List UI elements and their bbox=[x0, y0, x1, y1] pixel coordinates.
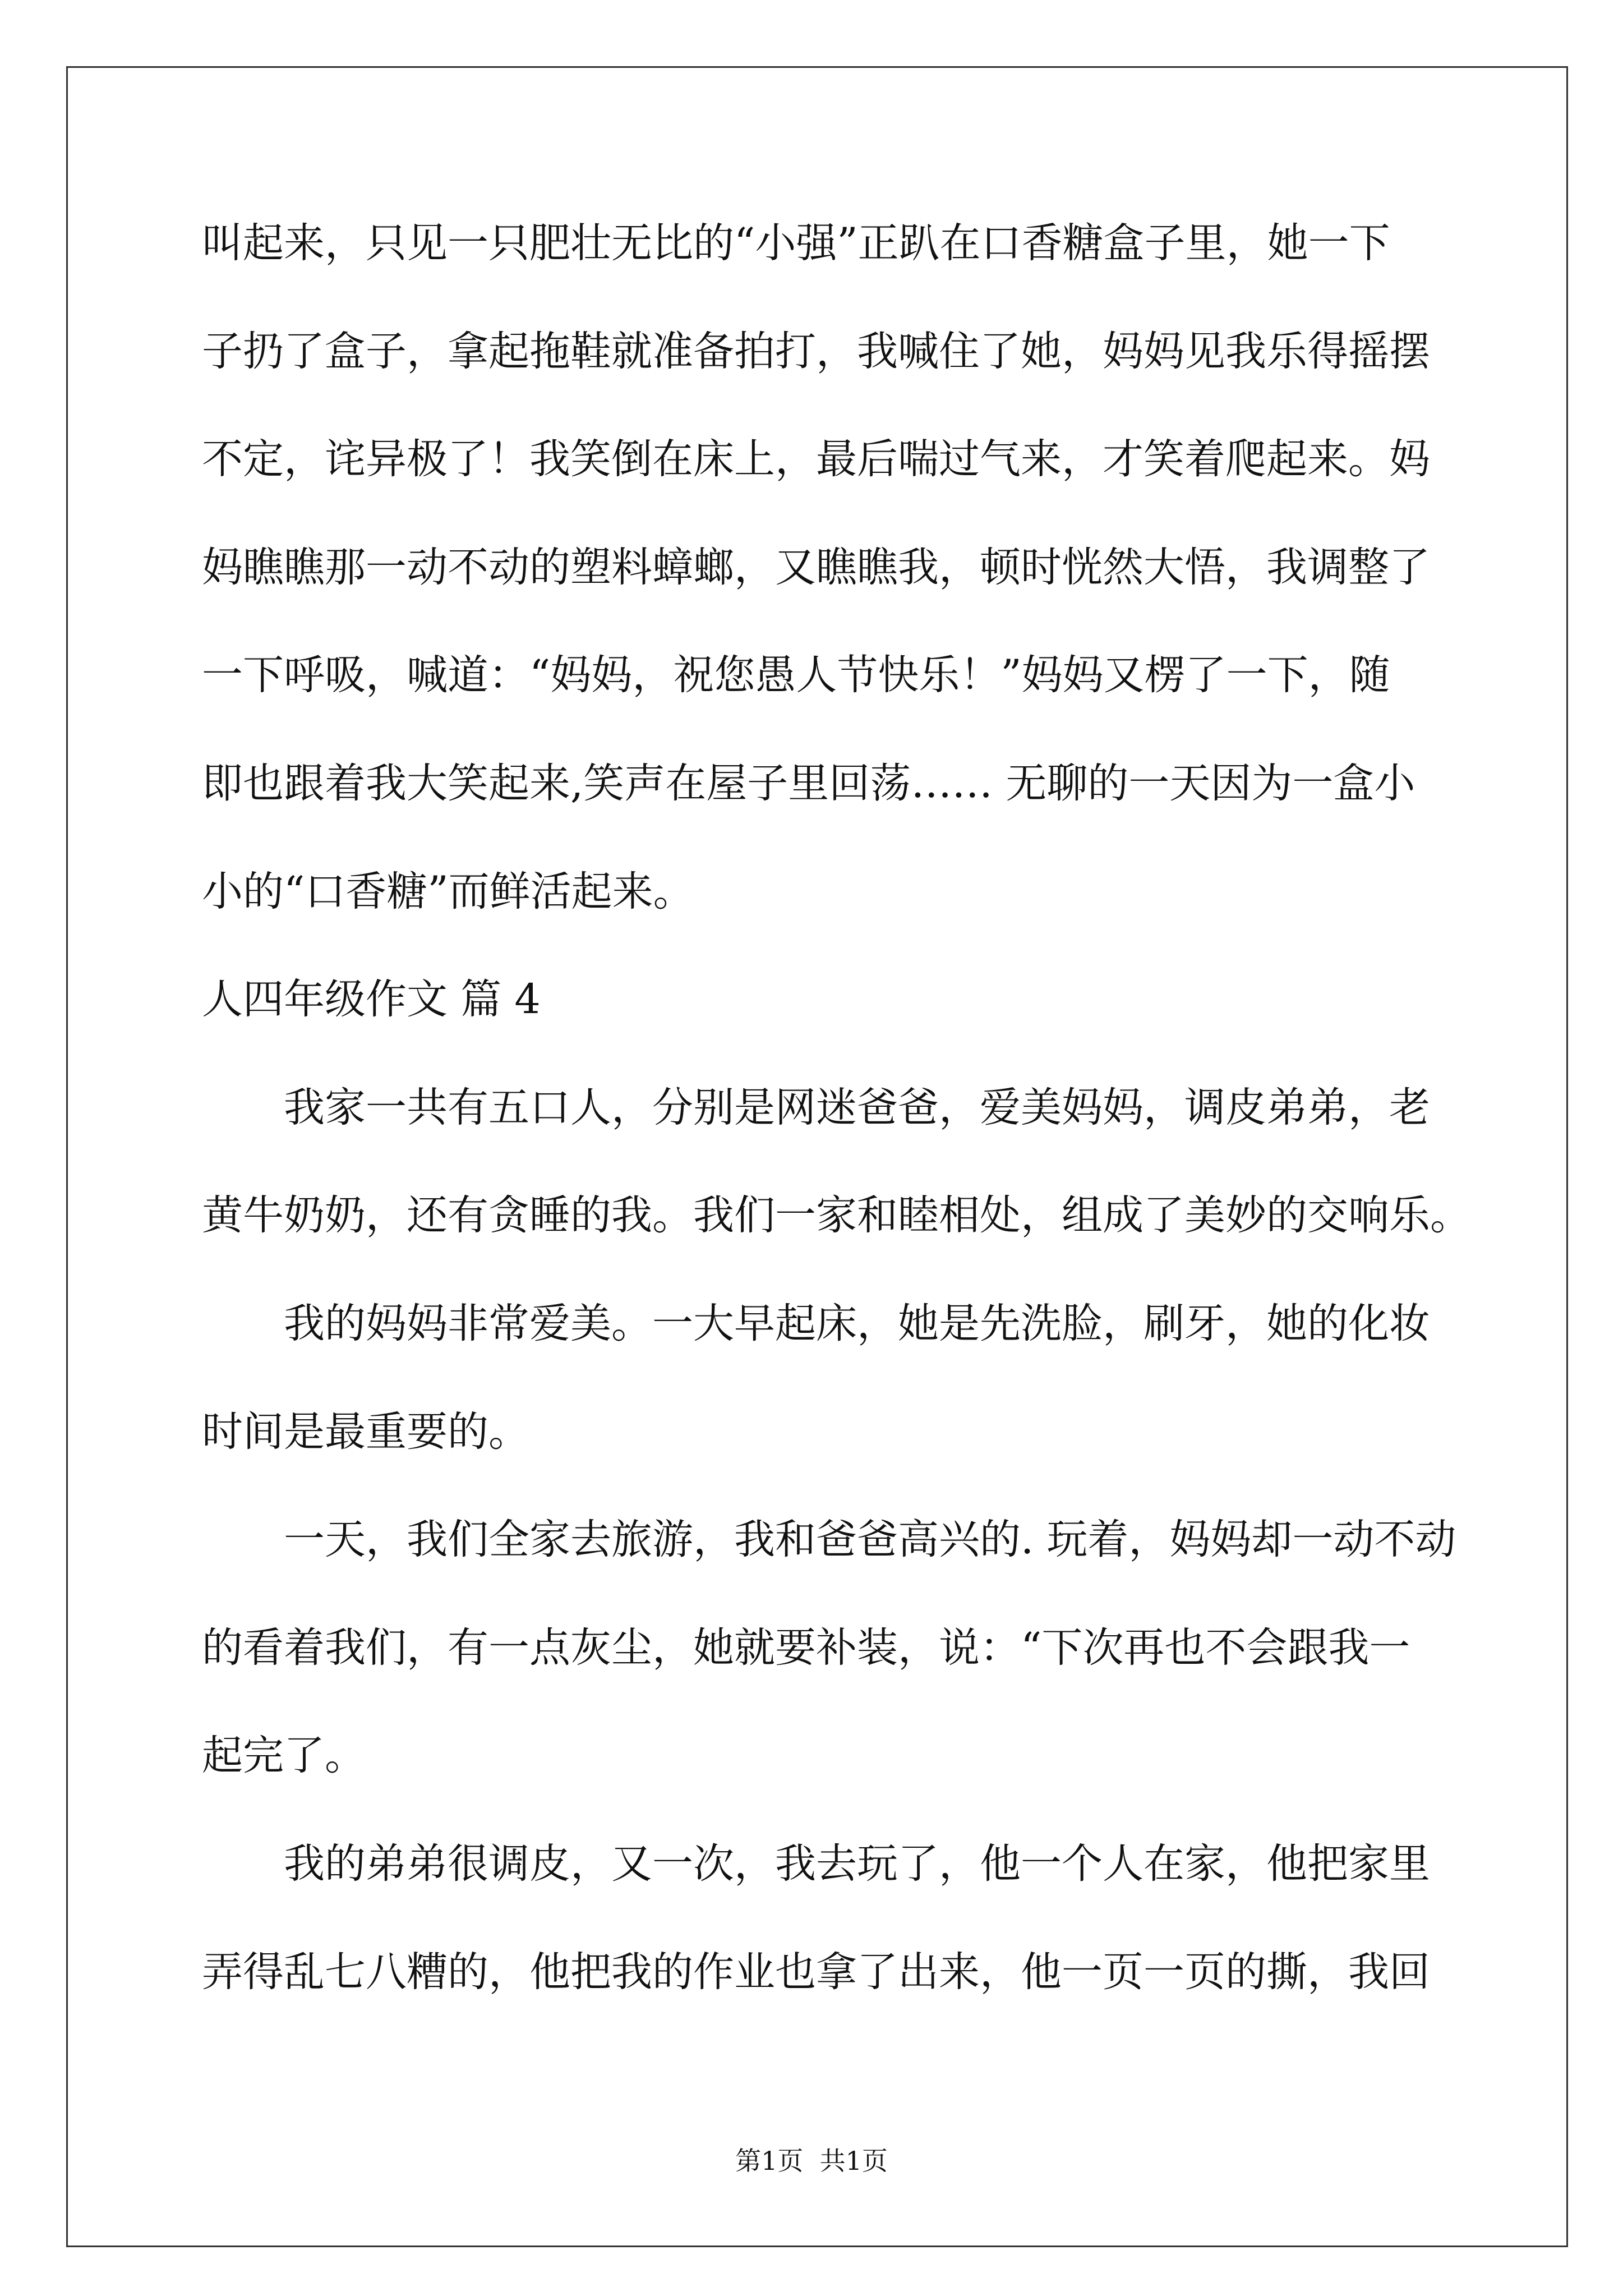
text-line: 一下呼吸，喊道：“妈妈，祝您愚人节快乐！”妈妈又楞了一下，随 bbox=[202, 651, 1390, 700]
text-line: 一天，我们全家去旅游，我和爸爸高兴的. 玩着，妈妈却一动不动 bbox=[284, 1516, 1456, 1564]
text-line: 即也跟着我大笑起来,笑声在屋子里回荡…… 无聊的一天因为一盒小 bbox=[202, 759, 1415, 807]
text-line: 我的弟弟很调皮，又一次，我去玩了，他一个人在家，他把家里 bbox=[284, 1839, 1430, 1888]
section-heading: 人四年级作文 篇 4 bbox=[202, 976, 541, 1024]
text-line: 时间是最重要的。 bbox=[202, 1407, 529, 1456]
text-line: 叫起来，只见一只肥壮无比的“小强”正趴在口香糖盒子里，她一下 bbox=[202, 219, 1390, 267]
text-line: 小的“口香糖”而鲜活起来。 bbox=[202, 867, 694, 915]
text-line: 妈瞧瞧那一动不动的塑料蟑螂，又瞧瞧我，顿时恍然大悟，我调整了 bbox=[202, 543, 1430, 591]
text-line: 的看着我们，有一点灰尘，她就要补装，说：“下次再也不会跟我一 bbox=[202, 1623, 1410, 1672]
text-line: 子扔了盒子，拿起拖鞋就准备拍打，我喊住了她，妈妈见我乐得摇摆 bbox=[202, 327, 1430, 375]
text-line: 弄得乱七八糟的，他把我的作业也拿了出来，他一页一页的撕，我回 bbox=[202, 1948, 1430, 1996]
text-line: 黄牛奶奶，还有贪睡的我。我们一家和睦相处，组成了美妙的交响乐。 bbox=[202, 1191, 1471, 1240]
text-line: 我家一共有五口人，分别是网迷爸爸，爱美妈妈，调皮弟弟，老 bbox=[284, 1083, 1430, 1131]
text-line: 不定，诧异极了！我笑倒在床上，最后喘过气来，才笑着爬起来。妈 bbox=[202, 435, 1430, 484]
page-number: 第1页 共1页 bbox=[735, 2146, 888, 2176]
document-body bbox=[202, 190, 1537, 2026]
text-line: 我的妈妈非常爱美。一大早起床，她是先洗脸，刷牙，她的化妆 bbox=[284, 1299, 1430, 1347]
text-line: 起完了。 bbox=[202, 1732, 366, 1780]
